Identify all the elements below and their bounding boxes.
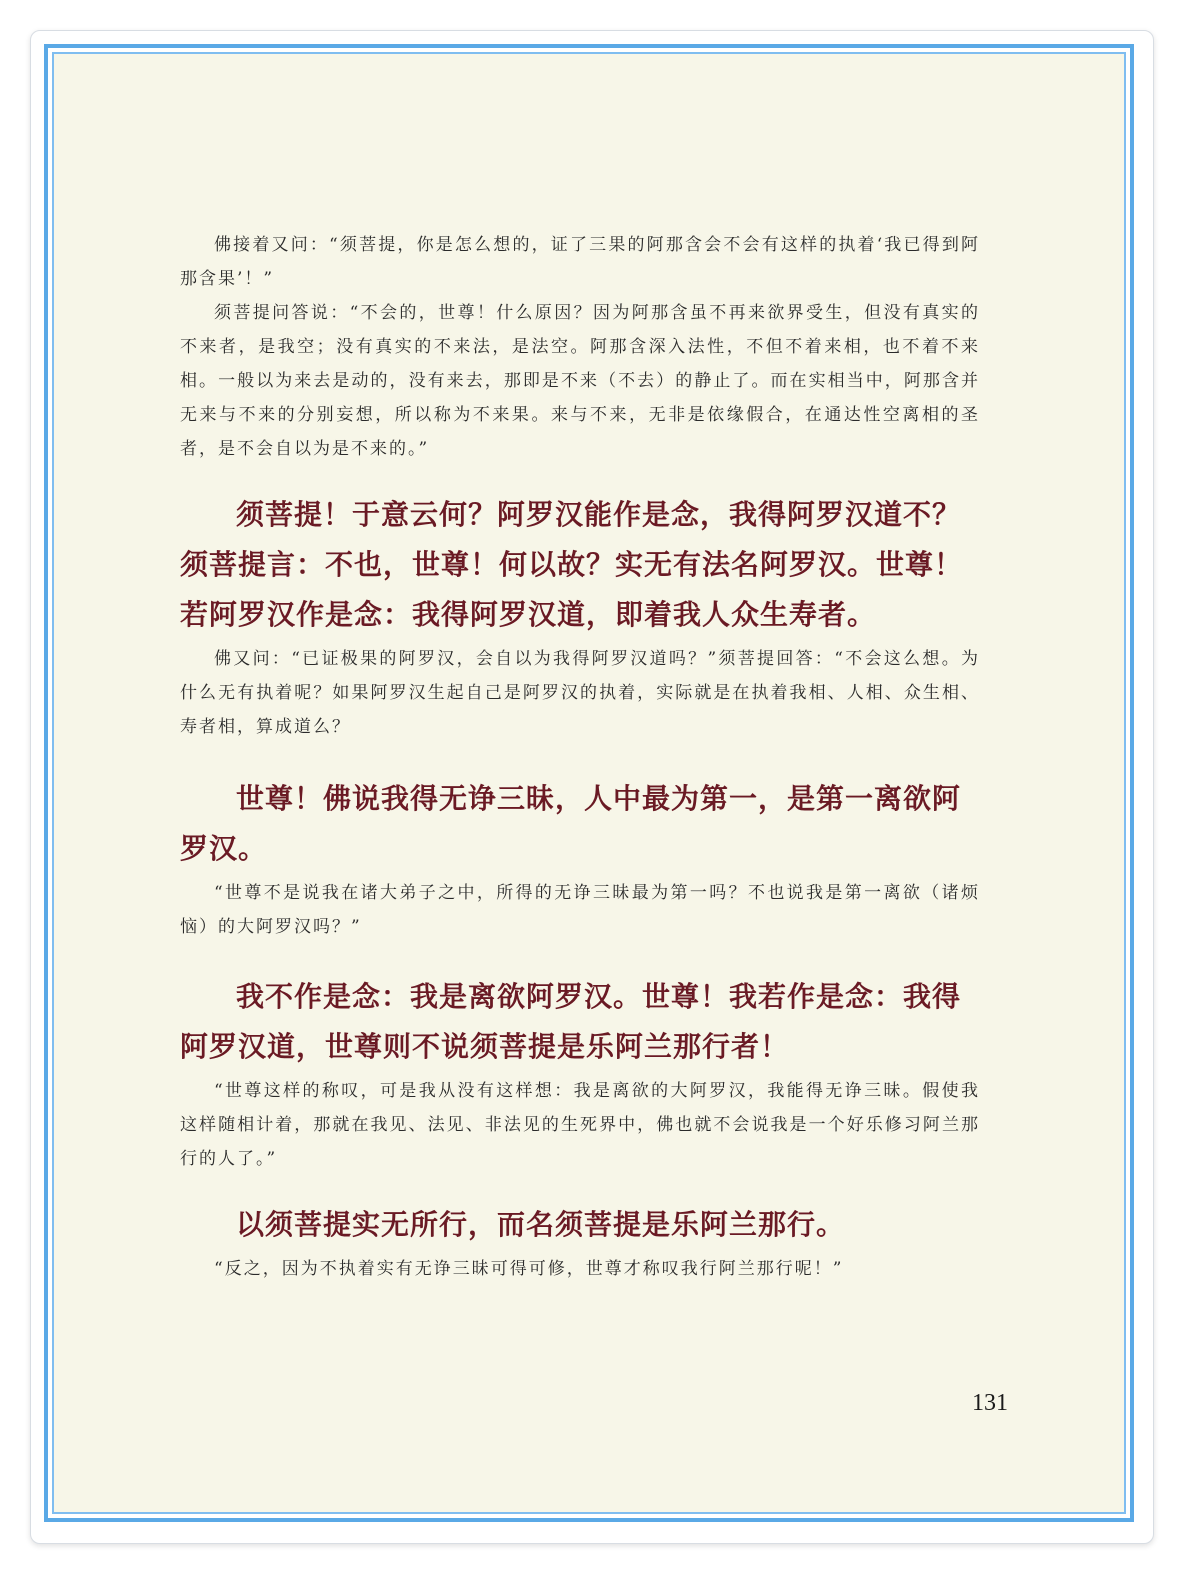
commentary-paragraph-6: “反之，因为不执着实有无诤三昧可得可修，世尊才称叹我行阿兰那行呢！”: [214, 1259, 844, 1279]
commentary-paragraph-4: “世尊不是说我在诸大弟子之中，所得的无诤三昧最为第一吗？不也说我是第一离欲（诸烦恼）的大阿罗汉吗？”: [180, 883, 980, 937]
commentary-paragraph-1: 佛接着又问：“须菩提，你是怎么想的，证了三果的阿那含会不会有这样的执着‘我已得到阿那含果’！”: [180, 235, 980, 289]
sutra-verse-2: 世尊！佛说我得无诤三昧，人中最为第一，是第一离欲阿罗汉。: [180, 782, 962, 865]
commentary-paragraph-3: 佛又问：“已证极果的阿罗汉，会自以为我得阿罗汉道吗？”须菩提回答：“不会这么想。为什么无有执着呢？如果阿罗汉生起自己是阿罗汉的执着，实际就是在执着我相、人相、众生相、寿者相，算成道么？: [180, 649, 980, 737]
sutra-verse-4: 以须菩提实无所行，而名须菩提是乐阿兰那行。: [236, 1208, 846, 1241]
page-content: [180, 228, 980, 1286]
sutra-verse-3: 我不作是念：我是离欲阿罗汉。世尊！我若作是念：我得阿罗汉道，世尊则不说须菩提是乐阿兰那行者！: [180, 980, 962, 1063]
commentary-paragraph-2: 须菩提问答说：“不会的，世尊！什么原因？因为阿那含虽不再来欲界受生，但没有真实的不来者，是我空；没有真实的不来法，是法空。阿那含深入法性，不但不着来相，也不着不来相。一般以为来去是动的，没有来去，那即是不来（不去）的静止了。而在实相当中，阿那含并无来与不来的分别妄想，所以称为不来果。来与不来，无非是依缘假合，在通达性空离相的圣者，是不会自以为是不来的。”: [180, 303, 980, 459]
page-number: 131: [972, 1390, 1008, 1416]
sutra-verse-1: 须菩提！于意云何？阿罗汉能作是念，我得阿罗汉道不？须菩提言：不也，世尊！何以故？实无有法名阿罗汉。世尊！若阿罗汉作是念：我得阿罗汉道，即着我人众生寿者。: [180, 498, 964, 631]
commentary-paragraph-5: “世尊这样的称叹，可是我从没有这样想：我是离欲的大阿罗汉，我能得无诤三昧。假使我这样随相计着，那就在我见、法见、非法见的生死界中，佛也就不会说我是一个好乐修习阿兰那行的人了。”: [180, 1081, 980, 1169]
